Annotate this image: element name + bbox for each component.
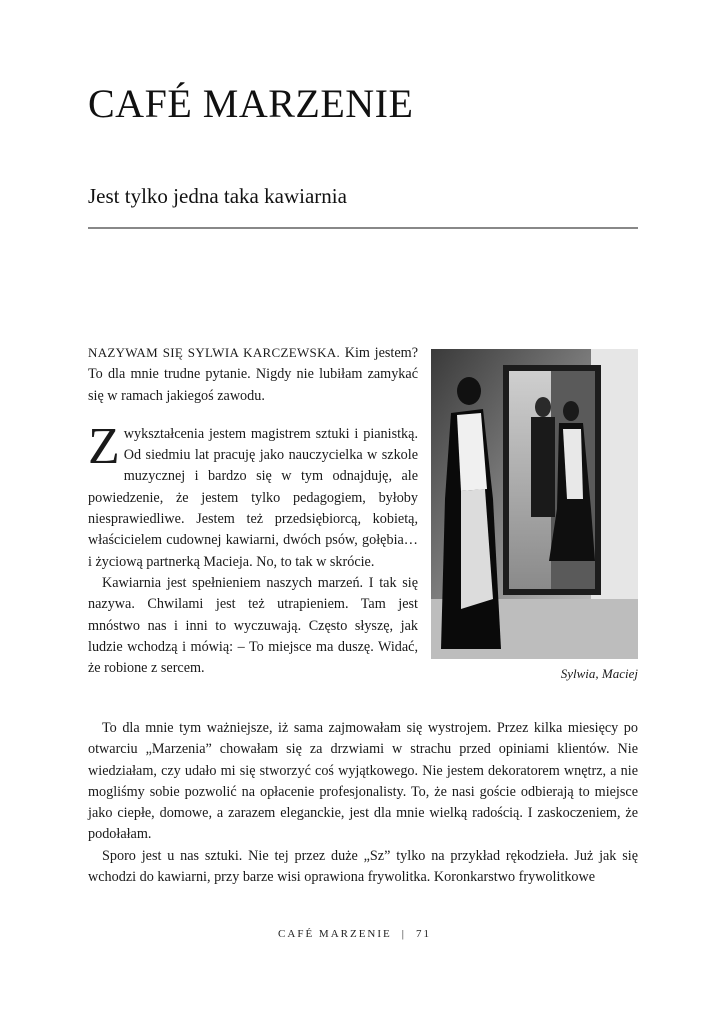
photo-image [431,349,638,659]
chapter-subtitle: Jest tylko jedna taka kawiarnia [88,184,347,208]
text-column [88,342,418,679]
footer-separator: | [401,928,406,940]
page-number: 71 [415,928,431,940]
dropcap: Z [88,417,120,475]
photo-figure [431,349,638,659]
paragraph-3: To dla mnie tym ważniejsze, iż sama zajmowałam się wystrojem. Przez kilka miesięcy po otwarciu „Marzenia” chowałam się za drzwiami w strachu przed opiniami klientów. Nie wiedziałam, czy udało mi się stworzyć coś wyjątkowego. Nie jestem dekoratorem wnętrz, a nie mogliśmy sobie pozwolić na opłacenie profesjonalisty. To, że nasi goście odbierają to miejsce jako ciepłe, domowe, a zarazem eleganckie, jest dla mnie wielką radością. I zaskoczeniem, że podołałam. [88,720,638,843]
paragraph-1 [88,417,418,573]
paragraph-2: Kawiarnia jest spełnieniem naszych marzeń. I tak się nazywa. Chwilami jest też utrapieniem. Tam jest mnóstwo nas i inni to wyczuwają. Często słyszę, jak ludzie wchodzą i mówią: – To miejsce ma duszę. Widać, że robione z sercem. [88,574,418,677]
running-title: CAFÉ MARZENIE [278,928,392,940]
text-full-width [88,718,638,888]
paragraph-1-text: wykształcenia jestem magistrem sztuki i pianistką. Od siedmiu lat pracuję jako nauczycielka w szkole muzycznej i bardzo się w tym odnajduję, ale powiedzenie, że jestem tylko pedagogiem, byłoby niesprawiedliwe. Jestem też przedsiębiorcą, kobietą, właścicielem cudownej kawiarni, dwóch psów, gołębia… i życiową partnerką Macieja. No, to tak w skrócie. [88,425,418,570]
intro-paragraph [88,342,418,407]
page-footer [0,928,709,940]
title-rule [88,227,638,229]
paragraph-4: Sporo jest u nas sztuki. Nie tej przez duże „Sz” tylko na przykład rękodzieła. Już jak się wchodzi do kawiarni, przy barze wisi oprawiona frywolitka. Koronkarstwo frywolitkowe [88,847,638,886]
intro-rest: Kim jestem? To dla mnie trudne pytanie. Nigdy nie lubiłam zamykać się w ramach jakiegoś zawodu. [88,345,418,404]
chapter-title: CAFÉ MARZENIE [88,81,414,126]
photo-caption: Sylwia, Maciej [560,666,638,681]
intro-name: NAZYWAM SIĘ SYLWIA KARCZEWSKA. [88,345,341,360]
